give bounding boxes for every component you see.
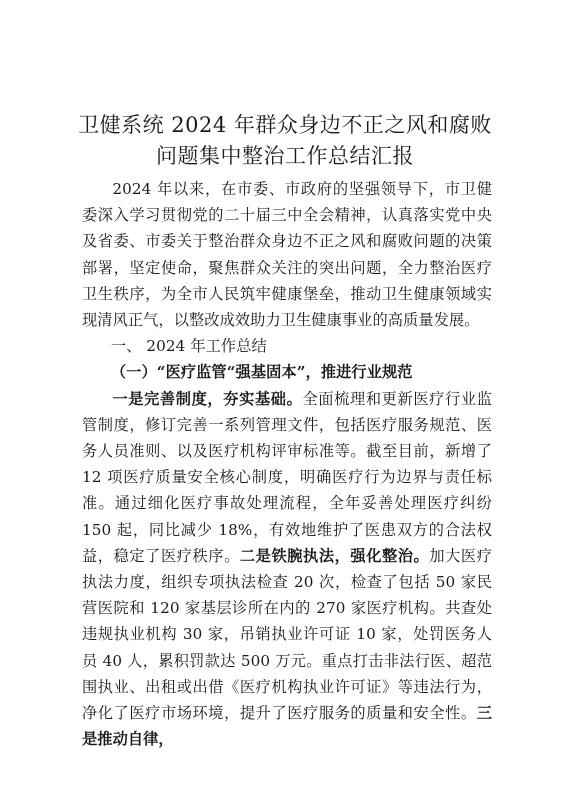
intro-paragraph: 2024 年以来，在市委、市政府的坚强领导下，市卫健委深入学习贯彻党的二十届三中全会精神，认真落实党中央及省委、市委关于整治群众身边不正之风和腐败问题的决策部署，坚定使命，聚焦群众关注的突出问题，全力整治医疗卫生秩序，为全市人民筑牢健康堡垒，推动卫生健康领域实现清风正气，以整改成效助力卫生健康事业的高质量发展。 <box>82 180 492 330</box>
point-3-heading: 三是推动自律， <box>82 704 492 749</box>
point-1-heading: 一是完善制度，夯实基础。 <box>112 389 303 408</box>
point-1-text: 全面梳理和更新医疗行业监管制度，修订完善一系列管理文件，包括医疗服务规范、医务人员准则、以及医疗机构评审标准等。截至目前，新增了 12 项医疗质量安全核心制度，明确医疗行为边界与责任标准。通过细化医疗事故处理流程，全年妥善处理医疗纠纷 150 起，同比减少 18%，有效地维护了医患双方的合法权益，稳定了医疗秩序。 <box>82 389 492 565</box>
point-2-heading: 二是铁腕执法，强化整治。 <box>239 546 430 565</box>
document-body <box>82 176 492 752</box>
document-title-line-1: 卫健系统 2024 年群众身边不正之风和腐败 <box>78 113 492 137</box>
point-2-text: 加大医疗执法力度，组织专项执法检查 20 次，检查了包括 50 家民营医院和 120 家基层诊所在内的 270 家医疗机构。共查处违规执业机构 30 家，吊销执业许可证 10 家，处罚医务人员 40 人，累积罚款达 500 万元。重点打击非法行医、超范围执业、出租或出借《医疗机构执业许可证》等违法行为，净化了医疗市场环境，提升了医疗服务的质量和安全性。 <box>82 546 493 723</box>
body-paragraph <box>82 386 492 753</box>
section-heading: 一、 2024 年工作总结 <box>110 337 267 356</box>
subsection-heading: （一）“医疗监管“强基固本”，推进行业规范 <box>110 363 413 382</box>
document-title-line-2: 问题集中整治工作总结汇报 <box>156 144 414 168</box>
